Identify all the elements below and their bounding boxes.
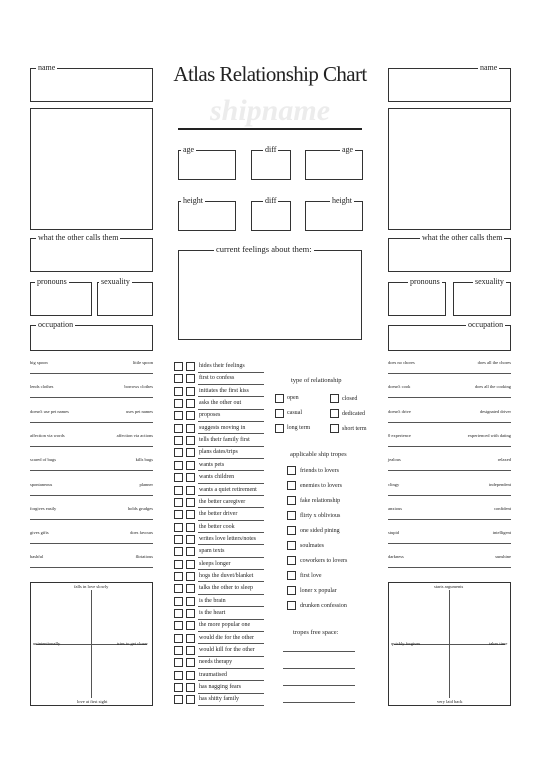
checklist-underline: [198, 705, 264, 706]
checklist-item-label: has shitty family: [199, 696, 239, 703]
scale-left-label: gives gifts: [30, 530, 49, 536]
checkbox-right[interactable]: [186, 671, 195, 680]
scale-left-label: scared of bugs: [30, 457, 56, 463]
height-right-label: height: [332, 196, 352, 205]
right-grid-right-label: takes time: [489, 641, 508, 646]
checklist-item-label: writes love letters/notes: [199, 535, 256, 542]
checkbox-right[interactable]: [186, 535, 195, 544]
scale-right-label: does favours: [130, 530, 153, 536]
checkbox-right[interactable]: [186, 461, 195, 470]
checkbox-left[interactable]: [174, 387, 183, 396]
checkbox-left[interactable]: [174, 486, 183, 495]
relationship-checkbox[interactable]: [330, 424, 339, 433]
checkbox-right[interactable]: [186, 486, 195, 495]
scale-left-label: 0 experience: [388, 432, 411, 438]
checkbox-right[interactable]: [186, 609, 195, 618]
checklist-item-label: the better caregiver: [199, 498, 246, 505]
scale-left-label: doesn't drive: [388, 408, 411, 414]
scale-left-label: lends clothes: [30, 384, 54, 390]
calls-right-field[interactable]: [388, 238, 511, 272]
right-grid-top-label: starts arguments: [434, 584, 464, 589]
relationship-option-label: dedicated: [342, 411, 365, 417]
scale-right-label: affection via actions: [116, 432, 153, 438]
checklist-underline: [198, 594, 264, 595]
scale-right-label: intelligent: [492, 530, 511, 536]
checklist-underline: [198, 532, 264, 533]
relationship-checkbox[interactable]: [330, 409, 339, 418]
scale-left-label: big spoon: [30, 360, 48, 365]
right-grid-left-label: quickly forgives: [391, 641, 421, 646]
checklist-item-label: tells their family first: [199, 437, 250, 444]
checklist-underline: [198, 557, 264, 558]
checkbox-left[interactable]: [174, 658, 183, 667]
scale-line[interactable]: [30, 519, 153, 520]
checkbox-left[interactable]: [174, 424, 183, 433]
checkbox-right[interactable]: [186, 374, 195, 383]
checkbox-right[interactable]: [186, 399, 195, 408]
free-space-line[interactable]: [283, 702, 355, 703]
checklist-item-label: traumatised: [199, 671, 227, 678]
checkbox-left[interactable]: [174, 498, 183, 507]
checklist-underline: [198, 643, 264, 644]
checklist-item-label: has nagging fears: [199, 684, 241, 691]
trope-checkbox[interactable]: [287, 556, 296, 565]
checkbox-left[interactable]: [174, 634, 183, 643]
checklist-underline: [198, 668, 264, 669]
checklist-underline: [198, 507, 264, 508]
checklist-underline: [198, 372, 264, 373]
checkbox-left[interactable]: [174, 597, 183, 606]
checklist-underline: [198, 569, 264, 570]
checklist-item-label: needs therapy: [199, 659, 233, 666]
scale-left-label: doesn't cook: [388, 384, 411, 390]
scale-left-label: spontaneous: [30, 481, 53, 487]
checkbox-left[interactable]: [174, 374, 183, 383]
trope-checkbox[interactable]: [287, 541, 296, 550]
trope-label: loner x popular: [300, 588, 337, 594]
scale-left-label: stupid: [388, 530, 400, 536]
shipname-watermark: shipname: [209, 94, 331, 127]
photo-right-box[interactable]: [388, 108, 511, 230]
relationship-option-label: long term: [287, 425, 311, 431]
checkbox-right[interactable]: [186, 572, 195, 581]
calls-left-label: what the other calls them: [38, 233, 119, 242]
scale-left-label: jealous: [388, 457, 401, 463]
checkbox-left[interactable]: [174, 683, 183, 692]
trope-label: one sided pining: [300, 528, 340, 534]
checklist-underline: [198, 421, 264, 422]
checkbox-right[interactable]: [186, 560, 195, 569]
checklist-underline: [198, 544, 264, 545]
scale-right-label: relaxed: [497, 457, 511, 463]
checklist-underline: [198, 656, 264, 657]
name-left-field[interactable]: [30, 68, 153, 102]
scale-left-label: doesn't use pet names: [30, 408, 69, 414]
checklist-item-label: suggests moving in: [199, 424, 246, 431]
scale-right-label: uses pet names: [126, 408, 153, 414]
checkbox-right[interactable]: [186, 436, 195, 445]
tropes-free-space-heading: tropes free space:: [293, 629, 339, 636]
checklist-underline: [198, 495, 264, 496]
left-grid-top-label: falls in love slowly: [74, 584, 109, 589]
age-diff-label: diff: [265, 145, 277, 154]
scale-line[interactable]: [30, 373, 153, 374]
relationship-checkbox[interactable]: [275, 424, 284, 433]
pronouns-left-label: pronouns: [37, 277, 67, 286]
name-right-label: name: [480, 63, 498, 72]
checklist-underline: [198, 446, 264, 447]
sexuality-right-field[interactable]: [453, 282, 511, 316]
checkbox-left[interactable]: [174, 695, 183, 704]
scale-line[interactable]: [30, 495, 153, 496]
occupation-right-label: occupation: [468, 320, 504, 329]
trope-label: coworkers to lovers: [300, 558, 348, 564]
scale-line[interactable]: [388, 397, 511, 398]
checkbox-left[interactable]: [174, 510, 183, 519]
scale-left-label: clingy: [388, 481, 400, 487]
checklist-item-label: talks the other to sleep: [199, 585, 253, 592]
checklist-underline: [198, 631, 264, 632]
checklist-item-label: first to confess: [199, 375, 235, 382]
free-space-line[interactable]: [283, 685, 355, 686]
checkbox-right[interactable]: [186, 584, 195, 593]
checklist-underline: [198, 619, 264, 620]
trope-label: drunken confession: [300, 603, 347, 609]
trope-checkbox[interactable]: [287, 481, 296, 490]
checklist-item-label: is the brain: [199, 597, 226, 604]
checkbox-right[interactable]: [186, 658, 195, 667]
trope-label: flirty x oblivious: [300, 513, 341, 519]
sexuality-right-label: sexuality: [475, 277, 504, 286]
relationship-option-label: short term: [342, 426, 367, 432]
checklist-item-label: the more popular one: [199, 622, 251, 629]
scale-right-label: experienced with dating: [467, 432, 511, 438]
checkbox-right[interactable]: [186, 411, 195, 420]
checkbox-right[interactable]: [186, 683, 195, 692]
trope-label: first love: [300, 573, 322, 579]
checkbox-right[interactable]: [186, 646, 195, 655]
left-grid-left-label: unintentionally: [33, 641, 61, 646]
checklist-underline: [198, 458, 264, 459]
left-grid-bottom-label: love at first sight: [77, 699, 108, 704]
checkbox-left[interactable]: [174, 621, 183, 630]
scale-line[interactable]: [388, 519, 511, 520]
scale-line[interactable]: [388, 422, 511, 423]
trope-label: soulmates: [300, 543, 324, 549]
checklist-underline: [198, 409, 264, 410]
trope-checkbox[interactable]: [287, 496, 296, 505]
pronouns-right-field[interactable]: [388, 282, 446, 316]
checkbox-left[interactable]: [174, 473, 183, 482]
checkbox-right[interactable]: [186, 621, 195, 630]
checklist-item-label: would die for the other: [199, 634, 254, 641]
checklist-item-label: is the heart: [199, 610, 226, 616]
checkbox-right[interactable]: [186, 387, 195, 396]
checklist-item-label: hogs the duvet/blanket: [199, 572, 254, 579]
scale-right-label: holds grudges: [127, 505, 153, 511]
checklist-item-label: the better cook: [199, 523, 235, 530]
checkbox-left[interactable]: [174, 547, 183, 556]
checklist-item-label: plans dates/trips: [199, 449, 238, 456]
checklist-item-label: hides their feelings: [199, 363, 245, 369]
scale-right-label: does all the chores: [477, 360, 511, 365]
height-left-label: height: [183, 196, 203, 205]
scale-right-label: little spoon: [132, 360, 153, 365]
pronouns-right-label: pronouns: [410, 277, 440, 286]
scale-line[interactable]: [30, 567, 153, 568]
checklist-underline: [198, 520, 264, 521]
trope-checkbox[interactable]: [287, 601, 296, 610]
checkbox-right[interactable]: [186, 523, 195, 532]
scale-line[interactable]: [388, 567, 511, 568]
checkbox-left[interactable]: [174, 609, 183, 618]
scale-line[interactable]: [388, 373, 511, 374]
checklist-item-label: proposes: [199, 412, 221, 419]
checkbox-left[interactable]: [174, 362, 183, 371]
trope-label: friends to lovers: [300, 468, 339, 474]
checkbox-left[interactable]: [174, 535, 183, 544]
checklist-underline: [198, 384, 264, 385]
scale-left-label: anxious: [388, 505, 402, 511]
scale-line[interactable]: [388, 470, 511, 471]
calls-right-label: what the other calls them: [422, 233, 503, 242]
shipname-line[interactable]: [178, 128, 362, 130]
checklist-underline: [198, 470, 264, 471]
right-grid-bottom-label: very laid back: [437, 699, 463, 704]
scale-line[interactable]: [30, 397, 153, 398]
scale-right-label: confident: [494, 505, 511, 511]
scale-right-label: does all the cooking: [474, 384, 511, 390]
checklist-underline: [198, 693, 264, 694]
scale-left-label: forgives easily: [30, 505, 57, 511]
trope-checkbox[interactable]: [287, 586, 296, 595]
checkbox-right[interactable]: [186, 362, 195, 371]
scale-line[interactable]: [30, 446, 153, 447]
scale-line[interactable]: [388, 495, 511, 496]
scale-left-label: affection via words: [30, 432, 65, 438]
checklist-underline: [198, 606, 264, 607]
scale-right-label: independent: [489, 481, 511, 487]
checklist-item-label: spam texts: [199, 548, 225, 555]
checklist-item-label: would kill for the other: [199, 647, 255, 654]
left-grid-right-label: tries to get closer: [117, 641, 148, 646]
scale-right-label: kills bugs: [135, 457, 153, 463]
trope-label: fake relationship: [300, 498, 341, 504]
scale-line[interactable]: [30, 470, 153, 471]
scale-left-label: bashful: [30, 554, 44, 560]
checkbox-left[interactable]: [174, 523, 183, 532]
checkbox-right[interactable]: [186, 473, 195, 482]
scale-left-label: does no chores: [388, 360, 415, 365]
checkbox-right[interactable]: [186, 510, 195, 519]
occupation-left-label: occupation: [38, 320, 74, 329]
scale-right-label: planner: [139, 481, 153, 487]
scale-line[interactable]: [388, 543, 511, 544]
scale-line[interactable]: [30, 543, 153, 544]
relationship-checkbox[interactable]: [275, 394, 284, 403]
trope-checkbox[interactable]: [287, 466, 296, 475]
checklist-item-label: sleeps longer: [199, 560, 231, 567]
checkbox-left[interactable]: [174, 584, 183, 593]
relationship-option-label: closed: [342, 396, 358, 402]
relationship-checkbox[interactable]: [275, 409, 284, 418]
checkbox-right[interactable]: [186, 498, 195, 507]
checkbox-right[interactable]: [186, 424, 195, 433]
current-feelings-box[interactable]: [178, 250, 362, 340]
checkbox-left[interactable]: [174, 411, 183, 420]
checklist-item-label: the better driver: [199, 511, 238, 518]
name-right-field[interactable]: [388, 68, 511, 102]
height-diff-label: diff: [265, 196, 277, 205]
sexuality-left-field[interactable]: [97, 282, 153, 316]
trope-label: enemies to lovers: [300, 483, 342, 489]
checkbox-left[interactable]: [174, 461, 183, 470]
pronouns-left-field[interactable]: [30, 282, 92, 316]
checklist-underline: [198, 483, 264, 484]
checkbox-left[interactable]: [174, 560, 183, 569]
checkbox-left[interactable]: [174, 572, 183, 581]
checklist-underline: [198, 680, 264, 681]
checklist-item-label: wants a quiet retirement: [199, 486, 257, 493]
checkbox-left[interactable]: [174, 399, 183, 408]
checkbox-right[interactable]: [186, 547, 195, 556]
checklist-item-label: wants pets: [199, 461, 225, 468]
checkbox-right[interactable]: [186, 634, 195, 643]
photo-left-box[interactable]: [30, 108, 153, 230]
free-space-line[interactable]: [283, 651, 355, 652]
checkbox-right[interactable]: [186, 448, 195, 457]
free-space-line[interactable]: [283, 668, 355, 669]
checkbox-right[interactable]: [186, 695, 195, 704]
scale-right-label: sunshine: [495, 554, 511, 560]
relationship-type-heading: type of relationship: [291, 377, 342, 384]
age-left-label: age: [183, 145, 195, 154]
checkbox-left[interactable]: [174, 448, 183, 457]
age-right-label: age: [342, 145, 354, 154]
relationship-checkbox[interactable]: [330, 394, 339, 403]
checkbox-left[interactable]: [174, 646, 183, 655]
trope-checkbox[interactable]: [287, 511, 296, 520]
checkbox-right[interactable]: [186, 597, 195, 606]
checklist-underline: [198, 396, 264, 397]
checklist-item-label: wants children: [199, 474, 235, 481]
checkbox-left[interactable]: [174, 671, 183, 680]
scale-right-label: borrows clothes: [124, 384, 153, 390]
checklist-item-label: asks the other out: [199, 400, 242, 407]
checklist-underline: [198, 581, 264, 582]
relationship-option-label: casual: [287, 410, 302, 416]
calls-left-field[interactable]: [30, 238, 153, 272]
scale-right-label: flirtatious: [135, 554, 153, 560]
scale-right-label: designated driver: [479, 408, 511, 414]
ship-tropes-heading: applicable ship tropes: [290, 451, 347, 458]
name-left-label: name: [38, 63, 56, 72]
sexuality-left-label: sexuality: [101, 277, 130, 286]
checklist-item-label: initiates the first kiss: [199, 387, 249, 394]
checkbox-left[interactable]: [174, 436, 183, 445]
scale-line[interactable]: [388, 446, 511, 447]
page-title: Atlas Relationship Chart: [173, 62, 367, 86]
checklist-underline: [198, 433, 264, 434]
current-feelings-label: current feelings about them:: [216, 244, 312, 254]
scale-left-label: darkness: [388, 554, 404, 560]
scale-line[interactable]: [30, 422, 153, 423]
trope-checkbox[interactable]: [287, 526, 296, 535]
relationship-option-label: open: [287, 395, 299, 401]
trope-checkbox[interactable]: [287, 571, 296, 580]
